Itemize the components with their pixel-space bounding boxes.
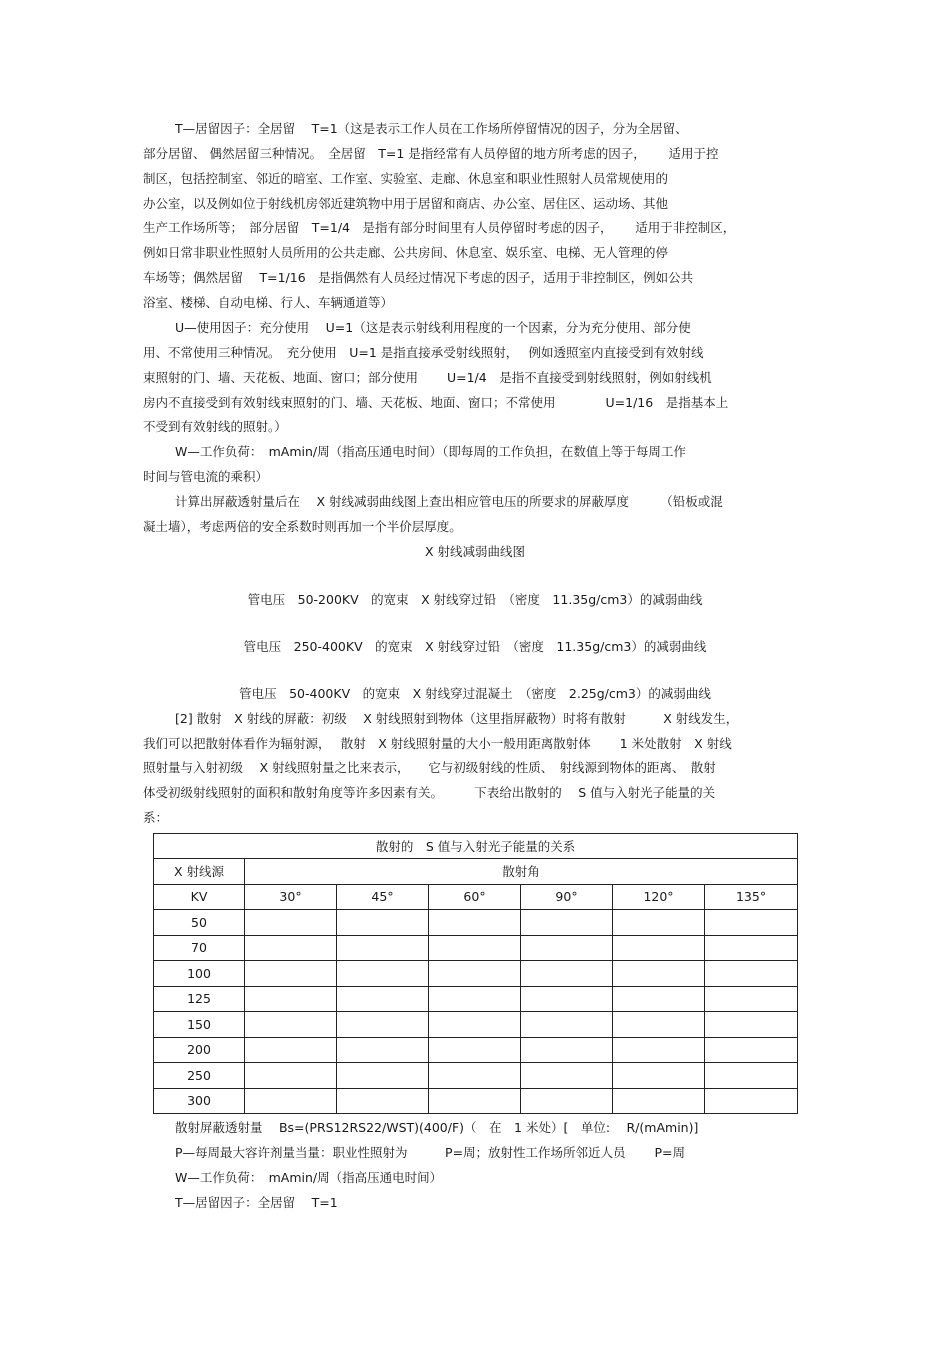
table-cell xyxy=(245,961,337,987)
table-cell xyxy=(521,1012,613,1038)
scatter-line-3: 照射量与入射初级 X 射线照射量之比来表示， 它与初级射线的性质、 射线源到物体的距离、 散射 xyxy=(143,760,716,775)
table-row-kv: 50 xyxy=(154,910,245,936)
t-factor-line-8: 浴室、楼梯、自动电梯、行人、车辆通道等） xyxy=(143,295,394,310)
table-header-scatter-angle: 散射角 xyxy=(245,859,798,885)
table-row xyxy=(154,1012,798,1038)
table-cell xyxy=(245,935,337,961)
t-factor-line-1: T—居留因子：全居留 T=1（这是表示工作人员在工作场所停留情况的因子，分为全居留、 xyxy=(175,121,688,136)
t-factor-line-2: 部分居留、 偶然居留三种情况。 全居留 T=1 是指经常有人员停留的地方所考虑的因子， 适用于控 xyxy=(143,146,719,161)
table-cell xyxy=(521,1063,613,1089)
table-row-kv: 250 xyxy=(154,1063,245,1089)
table-cell xyxy=(337,1037,429,1063)
table-cell xyxy=(705,935,798,961)
table-header-kv: KV xyxy=(154,884,245,910)
table-row-kv: 100 xyxy=(154,961,245,987)
t-factor-line-3: 制区，包括控制室、邻近的暗室、工作室、实验室、走廊、休息室和职业性照射人员常规使用的 xyxy=(143,171,669,186)
table-cell xyxy=(705,910,798,936)
table-cell xyxy=(429,910,521,936)
table-row xyxy=(154,986,798,1012)
table-cell xyxy=(337,1012,429,1038)
table-cell xyxy=(613,910,705,936)
calc-line-2: 凝土墙），考虑两倍的安全系数时则再加一个半价层厚度。 xyxy=(143,519,462,534)
table-cell xyxy=(613,986,705,1012)
table-title: 散射的 S 值与入射光子能量的关系 xyxy=(154,834,798,859)
table-cell xyxy=(613,1063,705,1089)
table-cell xyxy=(429,1063,521,1089)
table-cell xyxy=(705,961,798,987)
table-row xyxy=(154,935,798,961)
figure-caption-lead-250-400kv: 管电压 250-400KV 的宽束 X 射线穿过铅 （密度 11.35g/cm3）的减弱曲线 xyxy=(243,639,707,654)
u-factor-line-3: 束照射的门、墙、天花板、地面、窗口；部分使用 U=1/4 是指不直接受到射线照射，例如射线机 xyxy=(143,370,712,385)
table-cell xyxy=(521,1037,613,1063)
table-angle-header: 90° xyxy=(521,884,613,910)
table-row-kv: 70 xyxy=(154,935,245,961)
table-angle-header: 30° xyxy=(245,884,337,910)
table-row-kv: 125 xyxy=(154,986,245,1012)
figure-heading: X 射线减弱曲线图 xyxy=(424,544,526,559)
t-factor-line-7: 车场等；偶然居留 T=1/16 是指偶然有人员经过情况下考虑的因子，适用于非控制区，例如公共 xyxy=(143,270,694,285)
table-cell xyxy=(613,935,705,961)
table-cell xyxy=(613,1088,705,1114)
table-cell xyxy=(613,1037,705,1063)
scatter-s-value-table xyxy=(153,833,798,1114)
table-cell xyxy=(521,935,613,961)
p-factor-line: P—每周最大容许剂量当量：职业性照射为 P=周；放射性工作场所邻近人员 P=周 xyxy=(175,1145,686,1160)
table-cell xyxy=(337,961,429,987)
table-cell xyxy=(245,986,337,1012)
w-factor-footer-line: W—工作负荷： mAmin/周（指高压通电时间） xyxy=(175,1170,443,1185)
table-cell xyxy=(245,1012,337,1038)
scatter-line-4: 体受初级射线照射的面积和散射角度等许多因素有关。 下表给出散射的 S 值与入射光子能量的关 xyxy=(143,785,716,800)
t-factor-line-6: 例如日常非职业性照射人员所用的公共走廊、公共房间、休息室、娱乐室、电梯、无人管理的停 xyxy=(143,245,669,260)
table-cell xyxy=(429,1037,521,1063)
u-factor-line-5: 不受到有效射线的照射。） xyxy=(143,419,287,434)
t-factor-line-4: 办公室，以及例如位于射线机房邻近建筑物中用于居留和商店、办公室、居住区、运动场、其他 xyxy=(143,196,669,211)
u-factor-line-2: 用、不常使用三种情况。 充分使用 U=1 是指直接承受射线照射， 例如透照室内直接受到有效射线 xyxy=(143,345,704,360)
table-cell xyxy=(705,1063,798,1089)
t-factor-line-5: 生产工作场所等； 部分居留 T=1/4 是指有部分时间里有人员停留时考虑的因子， 适用于非控制区， xyxy=(143,220,736,235)
figure-caption-concrete-50-400kv: 管电压 50-400KV 的宽束 X 射线穿过混凝土 （密度 2.25g/cm3）的减弱曲线 xyxy=(239,686,711,701)
table-angle-header: 135° xyxy=(705,884,798,910)
table-angle-header: 45° xyxy=(337,884,429,910)
table-cell xyxy=(429,1088,521,1114)
table-cell xyxy=(245,910,337,936)
w-factor-line-2: 时间与管电流的乘积） xyxy=(143,469,269,484)
formula-line: 散射屏蔽透射量 Bs=(PRS12RS22/WST)(400/F)（ 在 1 米处）[ 单位: R/(mAmin)] xyxy=(175,1120,699,1135)
table-cell xyxy=(521,910,613,936)
table-cell xyxy=(429,935,521,961)
table-cell xyxy=(245,1088,337,1114)
table-cell xyxy=(429,986,521,1012)
figure-caption-lead-50-200kv: 管电压 50-200KV 的宽束 X 射线穿过铅 （密度 11.35g/cm3）的减弱曲线 xyxy=(247,592,703,607)
table-angle-header: 60° xyxy=(429,884,521,910)
table-cell xyxy=(705,1037,798,1063)
table-cell xyxy=(429,961,521,987)
table-cell xyxy=(613,961,705,987)
table-cell xyxy=(613,1012,705,1038)
calc-line-1: 计算出屏蔽透射量后在 X 射线减弱曲线图上查出相应管电压的所要求的屏蔽厚度 （铅板或混 xyxy=(175,494,723,509)
table-cell xyxy=(521,986,613,1012)
table-cell xyxy=(245,1037,337,1063)
table-cell xyxy=(429,1012,521,1038)
table-cell xyxy=(521,1088,613,1114)
scatter-line-2: 我们可以把散射体看作为辐射源， 散射 X 射线照射量的大小一般用距离散射体 1 米处散射 X 射线 xyxy=(143,736,732,751)
table-cell xyxy=(337,1063,429,1089)
table-row-kv: 300 xyxy=(154,1088,245,1114)
w-factor-line-1: W—工作负荷： mAmin/周（指高压通电时间）（即每周的工作负担，在数值上等于每周工作 xyxy=(175,444,686,459)
table-angle-header: 120° xyxy=(613,884,705,910)
u-factor-line-1: U—使用因子：充分使用 U=1（这是表示射线利用程度的一个因素，分为充分使用、部分使 xyxy=(175,320,691,335)
scatter-line-1: [2] 散射 X 射线的屏蔽：初级 X 射线照射到物体（这里指屏蔽物）时将有散射 X 射线发生， xyxy=(175,711,739,726)
table-cell xyxy=(337,910,429,936)
table-row-kv: 150 xyxy=(154,1012,245,1038)
table-cell xyxy=(337,935,429,961)
scatter-line-5: 系： xyxy=(143,810,169,825)
table-row xyxy=(154,1063,798,1089)
t-factor-footer-line: T—居留因子：全居留 T=1 xyxy=(175,1195,338,1210)
table-row xyxy=(154,1037,798,1063)
table-header-source: X 射线源 xyxy=(154,859,245,885)
table-row xyxy=(154,961,798,987)
table-row xyxy=(154,1088,798,1114)
u-factor-line-4: 房内不直接受到有效射线束照射的门、墙、天花板、地面、窗口；不常使用 U=1/16 是指基本上 xyxy=(143,395,729,410)
table-cell xyxy=(337,1088,429,1114)
table-cell xyxy=(705,1088,798,1114)
table-cell xyxy=(337,986,429,1012)
table-row-kv: 200 xyxy=(154,1037,245,1063)
table-cell xyxy=(705,986,798,1012)
table-cell xyxy=(521,961,613,987)
table-cell xyxy=(245,1063,337,1089)
table-cell xyxy=(705,1012,798,1038)
table-row xyxy=(154,910,798,936)
